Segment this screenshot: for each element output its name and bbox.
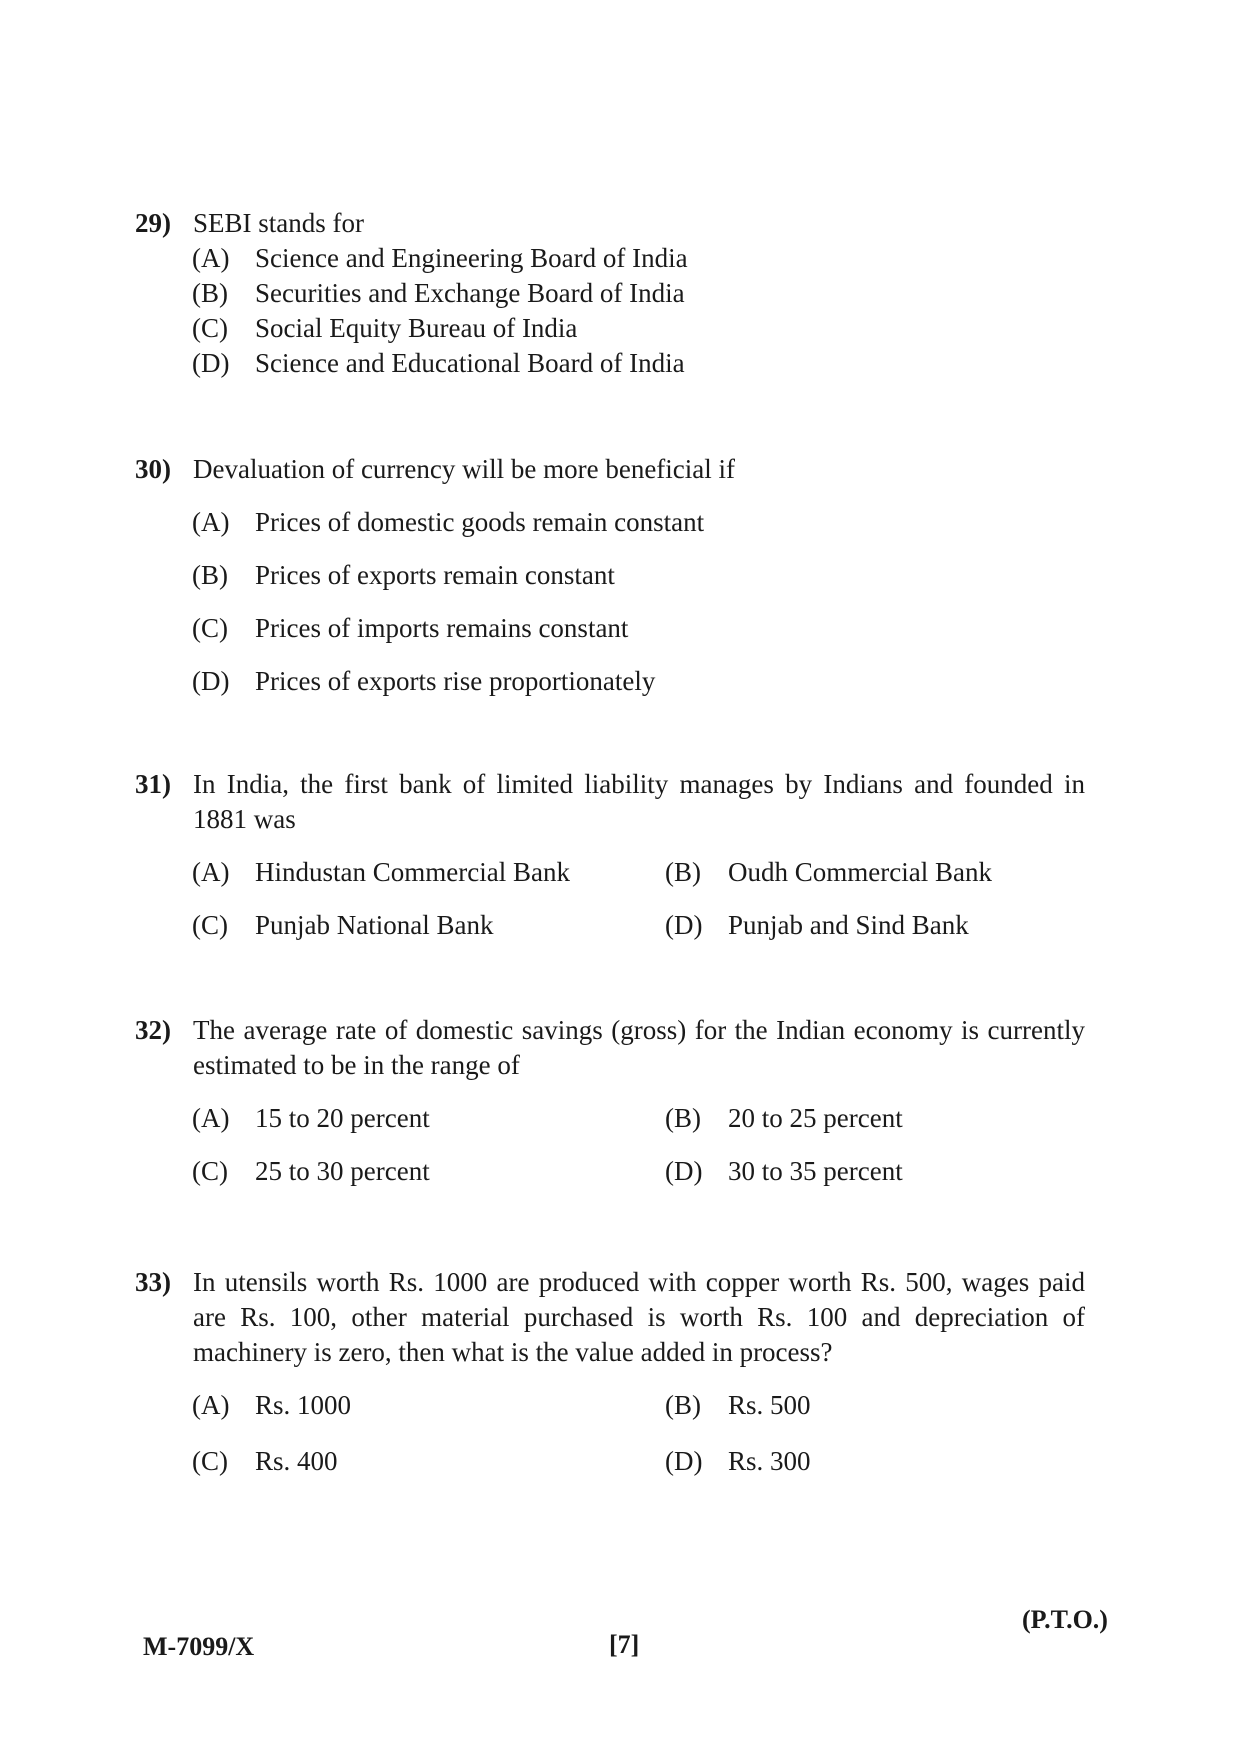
option-text: Prices of imports remains constant: [255, 613, 629, 643]
option-letter: (B): [192, 278, 228, 308]
option-text: Social Equity Bureau of India: [255, 313, 578, 343]
option-text: 20 to 25 percent: [728, 1103, 903, 1133]
paper-code: M-7099/X: [143, 1632, 255, 1661]
options-row-1: [135, 1101, 1085, 1154]
question-number: 33): [135, 1267, 171, 1297]
option-text: Prices of domestic goods remain constant: [255, 507, 705, 537]
question-stem: [135, 452, 1085, 487]
question-text: SEBI stands for: [193, 208, 364, 238]
question-stem: [135, 767, 1085, 837]
question-text: In utensils worth Rs. 1000 are produced with copper worth Rs. 500, wages paid are Rs. 100, other material purchased is worth Rs. 100 and depreciation of machinery is zero, then what is the value added in process?: [193, 1267, 1085, 1367]
option-a: [135, 505, 1085, 558]
options-row-1: [135, 1388, 1085, 1444]
option-letter: (D): [665, 910, 703, 940]
option-letter: (A): [192, 857, 230, 887]
option-text: Prices of exports rise proportionately: [255, 666, 656, 696]
option-text: Oudh Commercial Bank: [728, 857, 992, 887]
option-b: [135, 276, 1085, 311]
pto-label: (P.T.O.): [1022, 1605, 1108, 1634]
options-row-1: [135, 855, 1085, 908]
question-32: [135, 1013, 1085, 1207]
option-text: Rs. 300: [728, 1446, 811, 1476]
option-letter: (D): [665, 1156, 703, 1186]
option-letter: (C): [192, 1156, 228, 1186]
option-text: 15 to 20 percent: [255, 1103, 430, 1133]
option-letter: (B): [665, 857, 701, 887]
option-text: Science and Engineering Board of India: [255, 243, 688, 273]
option-letter: (B): [665, 1390, 701, 1420]
option-letter: (B): [192, 560, 228, 590]
option-c: [135, 311, 1085, 346]
option-text: Securities and Exchange Board of India: [255, 278, 685, 308]
question-stem: [135, 206, 1085, 241]
option-d: [135, 346, 1085, 381]
option-letter: (C): [192, 613, 228, 643]
option-letter: (D): [665, 1446, 703, 1476]
question-text: The average rate of domestic savings (gross) for the Indian economy is currently estimated to be in the range of: [193, 1015, 1085, 1080]
option-letter: (C): [192, 313, 228, 343]
option-b: [135, 558, 1085, 611]
option-letter: (C): [192, 910, 228, 940]
question-29: [135, 206, 1085, 381]
question-31: [135, 767, 1085, 961]
question-stem: [135, 1013, 1085, 1083]
option-d: [135, 664, 1085, 717]
option-letter: (B): [665, 1103, 701, 1133]
question-text: In India, the first bank of limited liability manages by Indians and founded in 1881 was: [193, 769, 1085, 834]
option-letter: (A): [192, 243, 230, 273]
question-number: 30): [135, 454, 171, 484]
option-text: Science and Educational Board of India: [255, 348, 685, 378]
option-letter: (C): [192, 1446, 228, 1476]
options-row-2: [135, 1154, 1085, 1207]
option-letter: (A): [192, 507, 230, 537]
option-letter: (D): [192, 666, 230, 696]
option-c: [135, 611, 1085, 664]
options-row-2: [135, 908, 1085, 961]
option-text: Prices of exports remain constant: [255, 560, 615, 590]
option-text: 30 to 35 percent: [728, 1156, 903, 1186]
option-letter: (D): [192, 348, 230, 378]
option-text: Punjab and Sind Bank: [728, 910, 969, 940]
option-text: Rs. 400: [255, 1446, 338, 1476]
option-letter: (A): [192, 1390, 230, 1420]
question-stem: [135, 1265, 1085, 1370]
question-33: [135, 1265, 1085, 1497]
question-number: 31): [135, 769, 171, 799]
option-text: Hindustan Commercial Bank: [255, 857, 570, 887]
option-text: Punjab National Bank: [255, 910, 494, 940]
option-a: [135, 241, 1085, 276]
page-number: [7]: [609, 1630, 640, 1659]
question-text: Devaluation of currency will be more beneficial if: [193, 454, 736, 484]
options-row-2: [135, 1444, 1085, 1497]
option-letter: (A): [192, 1103, 230, 1133]
question-30: [135, 452, 1085, 717]
option-text: Rs. 500: [728, 1390, 811, 1420]
question-number: 32): [135, 1015, 171, 1045]
option-text: 25 to 30 percent: [255, 1156, 430, 1186]
question-number: 29): [135, 208, 171, 238]
option-text: Rs. 1000: [255, 1390, 352, 1420]
